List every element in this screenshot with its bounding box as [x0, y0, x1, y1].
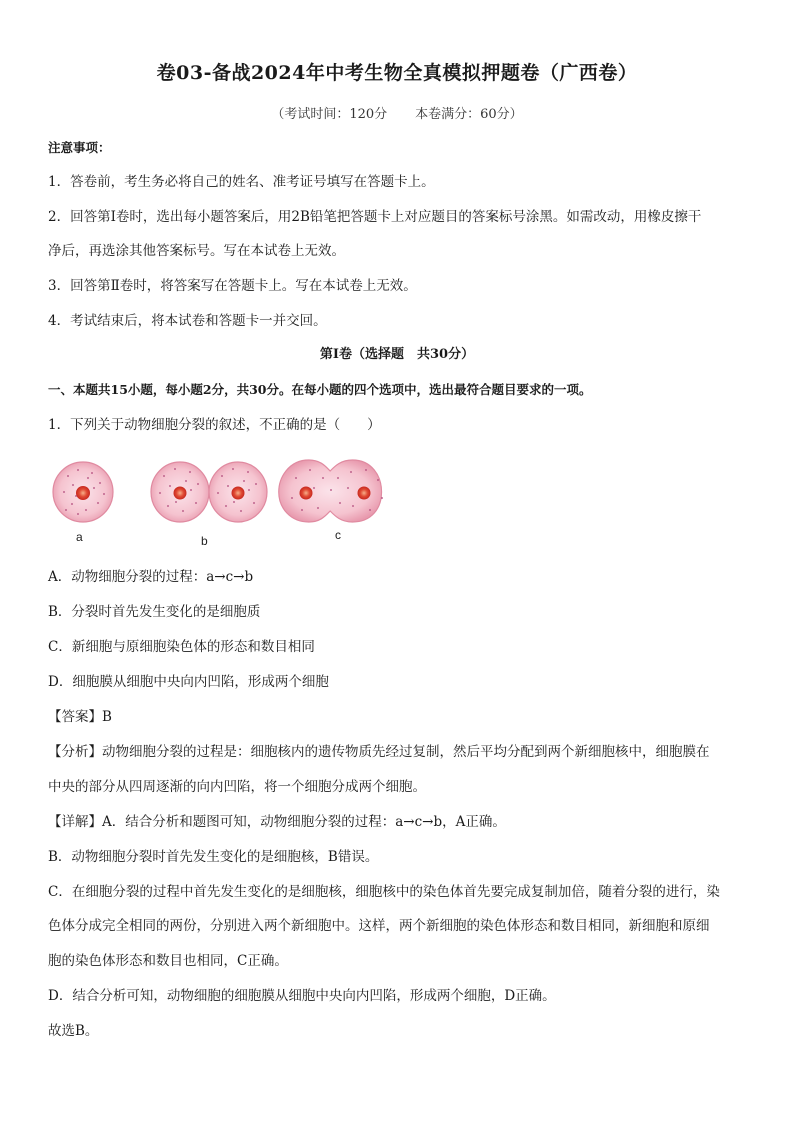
notice-item: 净后，再选涂其他答案标号。写在本试卷上无效。: [48, 243, 345, 259]
section-title: 第Ⅰ卷（选择题 共30分）: [319, 347, 475, 362]
analysis-line: 中央的部分从四周逐渐的向内凹陷，将一个细胞分成两个细胞。: [48, 779, 426, 795]
figure-label-b: b: [201, 534, 208, 548]
notice-item: 3．回答第Ⅱ卷时，将答案写在答题卡上。写在本试卷上无效。: [48, 278, 417, 294]
cell-division-figure: [48, 448, 388, 558]
exam-subtitle: [0, 103, 794, 122]
exam-time: （考试时间：120分: [271, 107, 388, 122]
option-c: C．新细胞与原细胞染色体的形态和数目相同: [48, 639, 315, 655]
notice-item: 1．答卷前，考生务必将自己的姓名、准考证号填写在答题卡上。: [48, 174, 435, 190]
detail-line: C．在细胞分裂的过程中首先发生变化的是细胞核，细胞核中的染色体首先要完成复制加倍，随着分裂的进行，染: [48, 884, 720, 900]
figure-label-a: a: [76, 530, 83, 544]
cell-b-right: [209, 462, 267, 522]
notice-item: 2．回答第Ⅰ卷时，选出每小题答案后，用2B铅笔把答题卡上对应题目的答案标号涂黑。如需改动，用橡皮擦干: [48, 209, 702, 225]
cell-a: [53, 462, 113, 522]
option-a: A．动物细胞分裂的过程：a→c→b: [48, 569, 254, 585]
option-b: B．分裂时首先发生变化的是细胞质: [48, 604, 261, 620]
section-instruction: 一、本题共15小题，每小题2分，共30分。在每小题的四个选项中，选出最符合题目要求的一项。: [48, 382, 592, 397]
notice-item: 4．考试结束后，将本试卷和答题卡一并交回。: [48, 313, 327, 329]
notice-heading: 注意事项：: [48, 140, 111, 155]
detail-line: D．结合分析可知，动物细胞的细胞膜从细胞中央向内凹陷，形成两个细胞，D正确。: [48, 988, 556, 1004]
conclusion: 故选B。: [48, 1023, 99, 1039]
detail-line: 胞的染色体形态和数目也相同，C正确。: [48, 953, 288, 969]
exam-score: 本卷满分：60分）: [415, 107, 523, 122]
figure-label-c: c: [335, 528, 341, 542]
exam-title: 卷03-备战2024年中考生物全真模拟押题卷（广西卷）: [156, 62, 638, 84]
detail-line: B．动物细胞分裂时首先发生变化的是细胞核，B错误。: [48, 849, 379, 865]
option-d: D．细胞膜从细胞中央向内凹陷，形成两个细胞: [48, 674, 329, 690]
detail-line: 色体分成完全相同的两份，分别进入两个新细胞中。这样，两个新细胞的染色体形态和数目相同，新细胞和原细: [48, 918, 710, 934]
answer: 【答案】B: [48, 709, 112, 725]
cell-b-left: [151, 462, 209, 522]
question-stem: 1．下列关于动物细胞分裂的叙述，不正确的是（ ）: [48, 417, 381, 433]
analysis-line: 【分析】动物细胞分裂的过程是：细胞核内的遗传物质先经过复制，然后平均分配到两个新细胞核中，细胞膜在: [48, 744, 710, 760]
cell-c: [279, 460, 383, 522]
detail-line: 【详解】A．结合分析和题图可知，动物细胞分裂的过程：a→c→b，A正确。: [48, 814, 506, 830]
